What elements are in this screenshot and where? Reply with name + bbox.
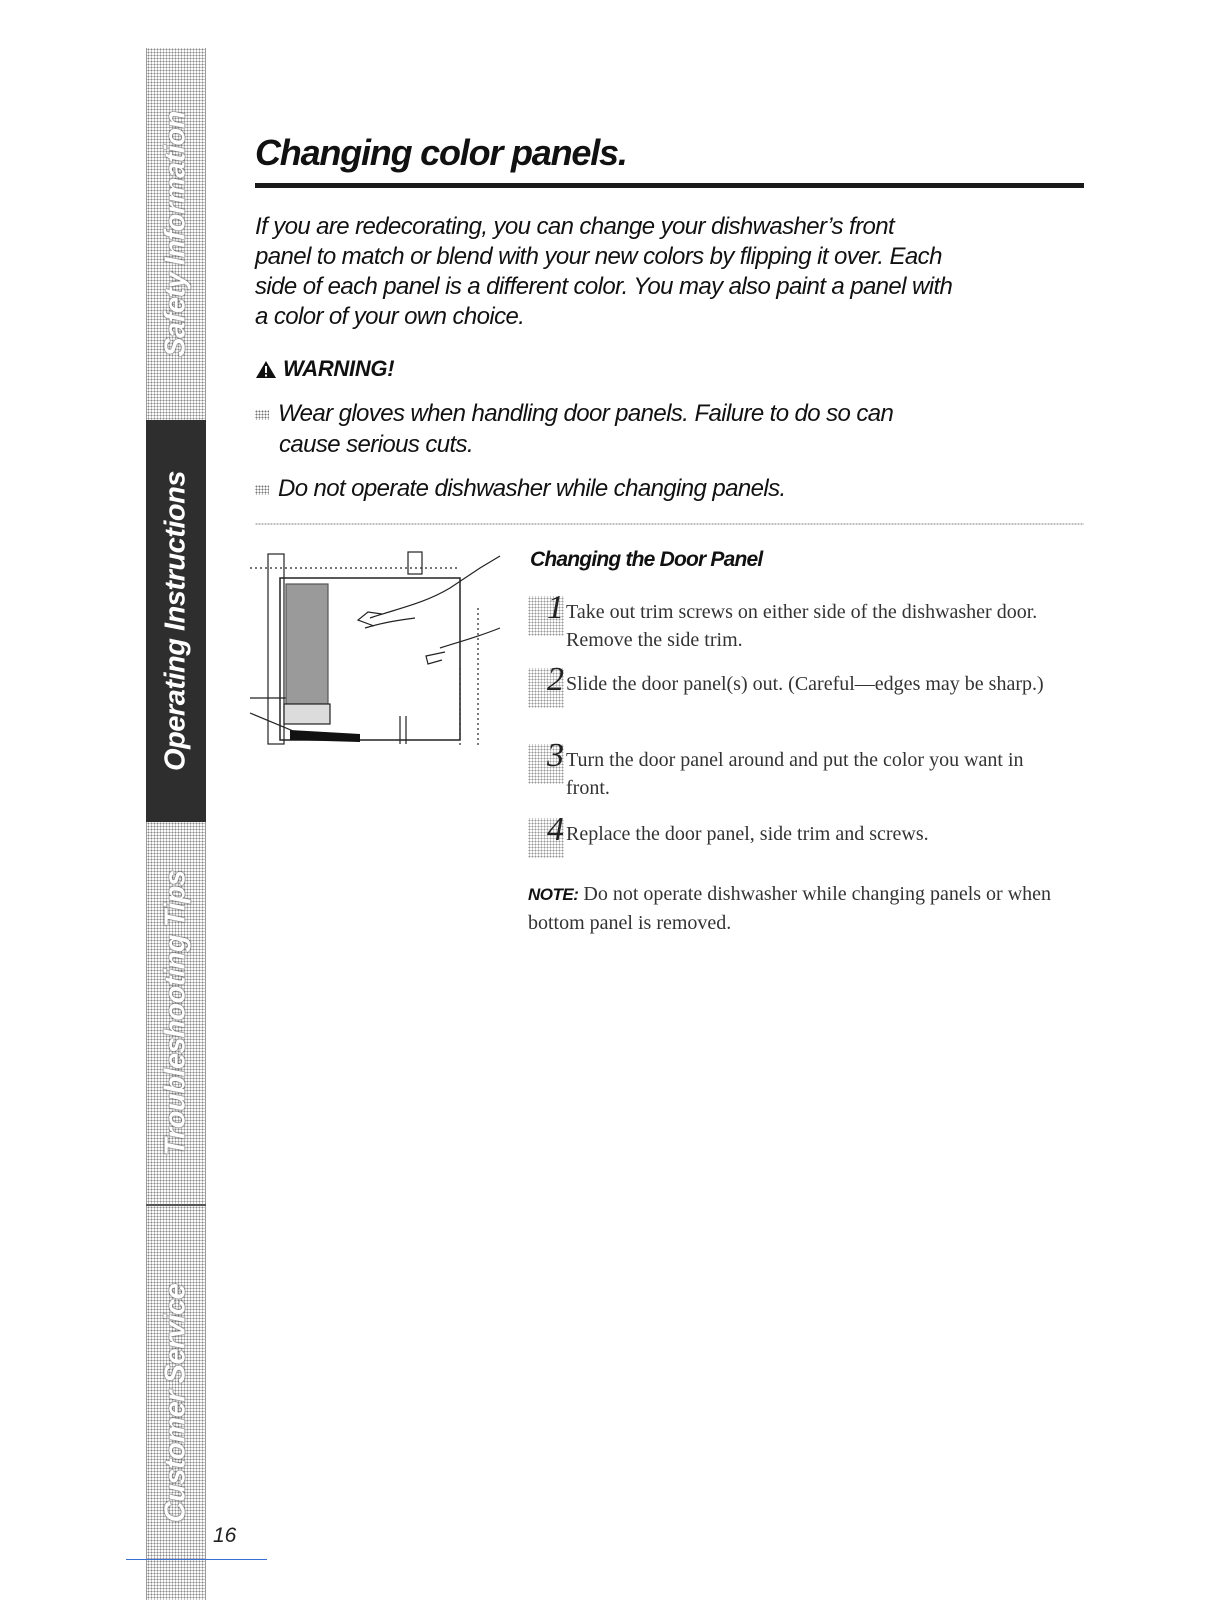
bullet-icon (255, 410, 269, 420)
page-number: 16 (213, 1524, 237, 1547)
note (528, 880, 1068, 937)
bullet-text: Wear gloves when handling door panels. Failure to do so can (278, 400, 894, 427)
tab-customer-service[interactable] (146, 1206, 206, 1600)
door-panel-illustration (250, 548, 510, 758)
step-number: 1 (547, 589, 564, 626)
title-underline (255, 183, 1084, 188)
warning-label: WARNING! (283, 356, 395, 381)
tab-label: Operating Instructions (159, 471, 192, 771)
warning-bullet (255, 473, 786, 504)
tab-label: Troubleshooting Tips (159, 870, 192, 1156)
step-text: Turn the door panel around and put the color you want in front. (566, 749, 1024, 799)
step-number-badge (528, 661, 564, 708)
warning-triangle-icon (255, 360, 277, 379)
step-number-badge (528, 737, 564, 784)
bullet-icon (255, 485, 269, 495)
bullet-text: Do not operate dishwasher while changing panels. (278, 475, 786, 502)
step-3 (528, 737, 1068, 802)
step-2 (528, 661, 1068, 708)
step-number-badge (528, 811, 564, 858)
tab-safety-information[interactable] (146, 48, 206, 420)
page-title: Changing color panels. (255, 132, 627, 173)
tab-label: Customer Service (159, 1283, 192, 1523)
step-number-badge (528, 589, 564, 636)
note-text: Do not operate dishwasher while changing panels or when bottom panel is removed. (528, 883, 1052, 934)
tab-operating-instructions[interactable] (146, 420, 206, 822)
bullet-text-continued: cause serious cuts. (279, 431, 474, 458)
step-text: Slide the door panel(s) out. (Careful—edges may be sharp.) (566, 673, 1044, 695)
section-divider (255, 523, 1084, 525)
step-text: Replace the door panel, side trim and screws. (566, 823, 929, 845)
step-4 (528, 811, 1068, 858)
step-number: 3 (547, 737, 564, 774)
intro-paragraph: If you are redecorating, you can change your dishwasher’s front panel to match or blend with your new colors by flipping it over. Each side of each panel is a different color. You may also paint a panel with a color of your own choice. (255, 213, 953, 330)
tab-label: Safety Information (159, 111, 192, 357)
note-label: NOTE: (528, 885, 579, 904)
step-number: 2 (547, 661, 564, 698)
warning-heading (255, 356, 394, 382)
tab-troubleshooting-tips[interactable] (146, 822, 206, 1204)
step-number: 4 (547, 811, 564, 848)
footer-rule (126, 1559, 267, 1560)
warning-bullet (255, 398, 893, 460)
step-text: Take out trim screws on either side of the dishwasher door. Remove the side trim. (566, 601, 1038, 651)
step-1 (528, 589, 1068, 654)
section-heading: Changing the Door Panel (530, 548, 763, 571)
